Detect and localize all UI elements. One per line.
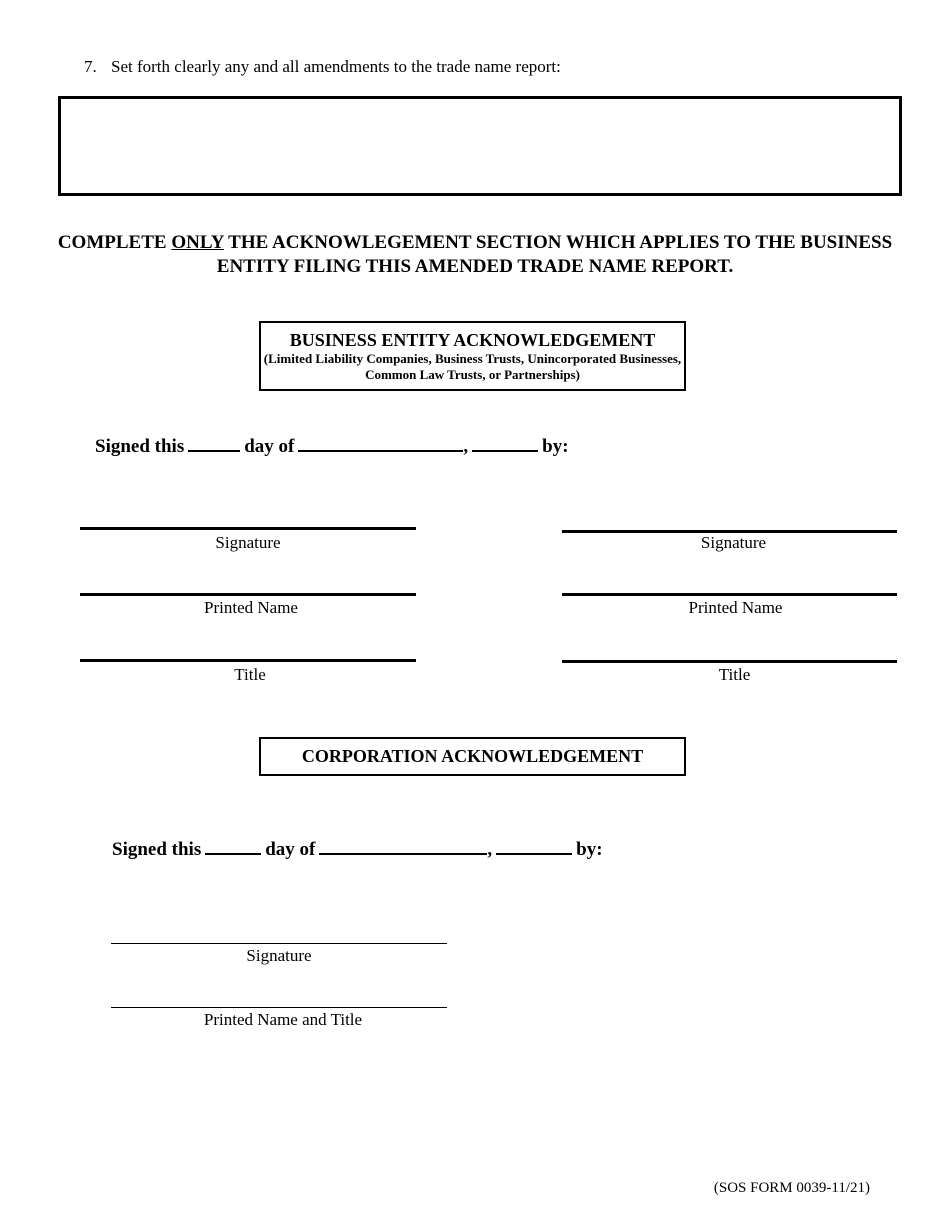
comma: ,	[463, 436, 469, 457]
left-signature-label: Signature	[215, 533, 281, 552]
corp-signature-label: Signature	[246, 946, 312, 965]
day-of-label: day of	[265, 839, 316, 860]
corp-signature-line[interactable]	[111, 943, 447, 944]
instruction-pre: COMPLETE	[57, 232, 172, 253]
corp-printed-name-title-label: Printed Name and Title	[203, 1010, 363, 1029]
by-label: by:	[542, 436, 569, 457]
item-7-prompt	[84, 57, 561, 77]
item-number: 7.	[84, 57, 97, 76]
corp-printed-name-title-line[interactable]	[111, 1007, 447, 1008]
month-blank[interactable]	[319, 852, 487, 855]
day-of-label: day of	[244, 436, 295, 457]
right-signature-label: Signature	[700, 533, 767, 552]
comma: ,	[487, 839, 493, 860]
signed-this-label: Signed this	[95, 436, 185, 457]
left-title-line[interactable]	[80, 659, 416, 662]
year-blank[interactable]	[472, 449, 538, 452]
left-signature-line[interactable]	[80, 527, 416, 530]
amendments-textarea[interactable]	[58, 96, 902, 196]
business-entity-ack-header	[259, 321, 686, 391]
instruction-emphasis: ONLY	[171, 232, 224, 253]
day-blank[interactable]	[205, 852, 261, 855]
by-label: by:	[576, 839, 603, 860]
signed-this-label: Signed this	[112, 839, 202, 860]
left-printed-name-line[interactable]	[80, 593, 416, 596]
left-printed-name-label: Printed Name	[204, 598, 298, 617]
instruction-post: THE ACKNOWLEGEMENT SECTION WHICH APPLIES TO THE BUSINESS ENTITY FILING THIS AMENDED TRADE NAME REPORT.	[216, 232, 893, 277]
corporation-ack-title: CORPORATION ACKNOWLEDGEMENT	[301, 746, 644, 766]
business-signed-line	[95, 436, 569, 458]
instruction-heading	[40, 231, 910, 279]
right-title-label: Title	[718, 665, 751, 684]
form-id-footer: (SOS FORM 0039-11/21)	[713, 1180, 870, 1196]
left-title-label: Title	[234, 665, 266, 684]
right-title-line[interactable]	[562, 660, 897, 663]
year-blank[interactable]	[496, 852, 572, 855]
month-blank[interactable]	[298, 449, 463, 452]
day-blank[interactable]	[188, 449, 240, 452]
business-entity-ack-subtitle: (Limited Liability Companies, Business Trusts, Unincorporated Businesses, Common Law Trusts, or Partnerships)	[263, 351, 682, 382]
right-printed-name-line[interactable]	[562, 593, 897, 596]
right-printed-name-label: Printed Name	[688, 598, 783, 617]
corporation-ack-header	[259, 737, 686, 776]
corp-signed-line	[112, 839, 603, 861]
business-entity-ack-title: BUSINESS ENTITY ACKNOWLEDGEMENT	[289, 330, 656, 350]
item-7-text: Set forth clearly any and all amendments to the trade name report:	[111, 57, 561, 76]
